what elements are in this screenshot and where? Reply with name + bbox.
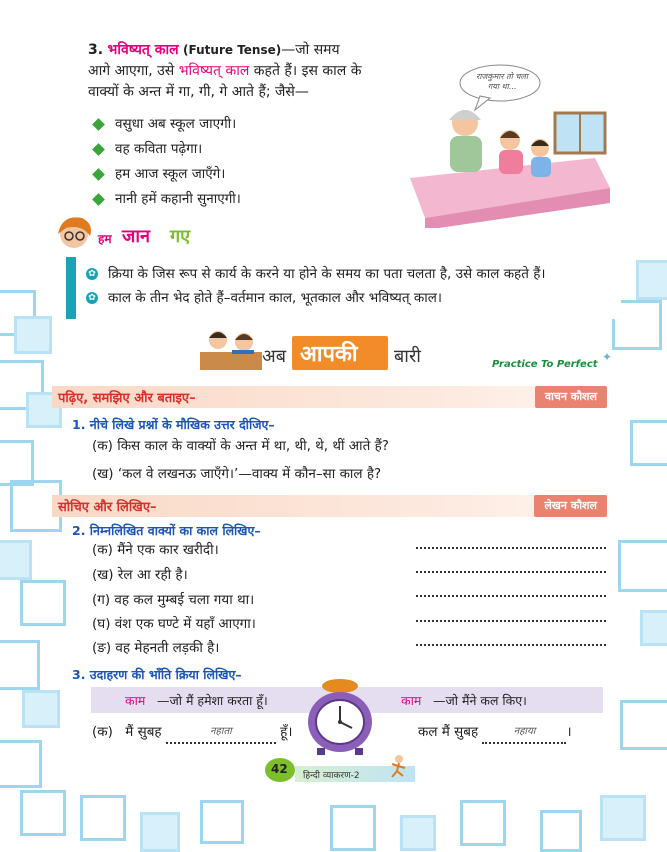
right-text: —जो मैंने कल किए। [433, 693, 527, 708]
row-right-end: । [566, 724, 572, 740]
bg-square [0, 740, 42, 788]
girl-thinking-icon [52, 212, 98, 258]
question-2-item: (घ) वंश एक घण्टे में यहाँ आएगा। [92, 616, 256, 632]
row-right-blank[interactable] [482, 720, 566, 744]
bg-square [330, 805, 376, 851]
example-sentence: वसुधा अब स्कूल जाएगी। [115, 116, 237, 132]
row-right-fill: नहाया [513, 726, 536, 737]
list-item [88, 112, 408, 137]
heading-rest: —जो समय [281, 42, 340, 58]
answer-blank[interactable] [416, 570, 606, 573]
left-key: काम [125, 693, 146, 708]
knowledge-text: काल के तीन भेद होते हैं–वर्तमान काल, भूतकाल और भविष्यत् काल। [108, 290, 442, 306]
example-sentence: नानी हमें कहानी सुनाएगी। [115, 191, 241, 207]
we-knew-label-hum: हम [98, 232, 112, 246]
bg-square [0, 540, 32, 580]
row-label: (क) [92, 724, 113, 740]
footer [265, 758, 415, 788]
left-text: —जो मैं हमेशा करता हूँ। [157, 693, 268, 708]
question-3-heading: 3. उदाहरण की भाँति क्रिया लिखिए– [72, 667, 242, 682]
your-turn-aapki: आपकी [300, 342, 358, 367]
bg-square [200, 800, 244, 844]
question-1-item: (ख) ‘कल वे लखनऊ जाएँगे।’—वाक्य में कौन–सा काल है? [92, 466, 382, 482]
example-row-right [418, 722, 608, 746]
page-number-badge [265, 758, 295, 782]
page-number: 42 [271, 762, 288, 776]
band-title: पढ़िए, समझिए और बताइए– [58, 391, 196, 406]
we-knew-box [66, 257, 621, 319]
section-band-writing [52, 495, 607, 517]
bg-square [400, 815, 436, 851]
question-2-item: (ख) रेल आ रही है। [92, 567, 188, 583]
sparkle-icon: ✦ [601, 350, 612, 364]
section-future-tense [88, 40, 408, 103]
definition-term: भविष्यत् काल [178, 63, 250, 79]
question-2-item: (क) मैंने एक कार खरीदी। [92, 542, 219, 558]
list-item [88, 187, 408, 212]
diamond-bullet-icon [92, 118, 105, 131]
row-left-text: मैं सुबह [125, 724, 162, 740]
answer-blank[interactable] [416, 594, 606, 597]
bg-square [14, 316, 52, 354]
skill-badge: वाचन कौशल [535, 386, 607, 408]
bg-square [0, 640, 40, 690]
row-left-blank[interactable] [166, 720, 276, 744]
right-key: काम [401, 693, 422, 708]
list-item [88, 137, 408, 162]
storytelling-illustration [405, 58, 615, 228]
knowledge-point [76, 262, 621, 286]
heading-number: 3. [88, 42, 104, 58]
bg-square [640, 610, 667, 646]
your-turn-baari: बारी [394, 346, 421, 367]
we-knew-label-jaan: जान [122, 226, 151, 247]
answer-blank[interactable] [416, 546, 606, 549]
kids-studying-icon [196, 324, 266, 374]
bg-square [20, 790, 66, 836]
practice-to-perfect [492, 352, 612, 370]
definition-text-b: कहते हैं। इस काल के [249, 63, 362, 79]
skill-badge: लेखन कौशल [534, 495, 607, 517]
book-title: हिन्दी व्याकरण-2 [303, 771, 360, 781]
question-1-item: (क) किस काल के वाक्यों के अन्त में था, थी, थे, थीं आते हैं? [92, 438, 389, 454]
bg-square [540, 810, 582, 852]
diamond-bullet-icon [92, 143, 105, 156]
row-left-end: हूँ। [280, 724, 293, 740]
running-child-icon [383, 754, 413, 778]
diamond-bullet-icon [92, 168, 105, 181]
bg-square [620, 700, 667, 750]
flower-bullet-icon: ✿ [86, 268, 98, 280]
example-sentence: वह कविता पढ़ेगा। [115, 141, 203, 157]
example-list [88, 112, 408, 212]
bg-square [460, 800, 506, 846]
your-turn-ab: अब [262, 346, 287, 367]
section-heading-line [88, 40, 408, 61]
answer-blank[interactable] [416, 643, 606, 646]
answer-blank[interactable] [416, 619, 606, 622]
bg-square [600, 795, 646, 841]
bg-square [636, 260, 667, 300]
heading-hindi: भविष्यत् काल [107, 42, 179, 58]
we-knew-header [52, 212, 232, 258]
practice-label: Practice To Perfect [492, 359, 598, 370]
example-sentence: हम आज स्कूल जाएँगे। [115, 166, 226, 182]
diamond-bullet-icon [92, 193, 105, 206]
question-1-heading: 1. नीचे लिखे प्रश्नों के मौखिक उत्तर दीजिए– [72, 417, 275, 432]
your-turn-banner [196, 322, 446, 378]
question-2-heading: 2. निम्नलिखित वाक्यों का काल लिखिए– [72, 523, 261, 538]
band-title: सोचिए और लिखिए– [58, 500, 157, 515]
bg-square [22, 690, 60, 728]
bg-square [140, 812, 180, 852]
we-knew-label-gaye: गए [170, 226, 191, 247]
question-2-item: (ग) वह कल मुम्बई चला गया था। [92, 592, 255, 608]
row-right-text: कल मैं सुबह [418, 724, 479, 740]
bg-square [20, 580, 66, 626]
question-2-item: (ङ) वह मेहनती लड़की है। [92, 640, 220, 656]
definition-line-2 [88, 61, 408, 82]
heading-english: (Future Tense) [183, 43, 282, 57]
your-turn-aapki-box [292, 336, 388, 370]
knowledge-text: क्रिया के जिस रूप से कार्य के करने या होने के समय का पता चलता है, उसे काल कहते हैं। [108, 266, 546, 282]
bg-square [630, 420, 667, 466]
row-left-fill: नहाता [210, 726, 232, 737]
section-band-reading [52, 386, 607, 408]
speech-bubble-text: राजकुमार तो चला गया था... [476, 72, 528, 91]
definition-line-3: वाक्यों के अन्त में गा, गी, गे आते हैं; जैसे— [88, 84, 309, 100]
list-item [88, 162, 408, 187]
knowledge-point [76, 286, 621, 310]
definition-text-a: आगे आएगा, उसे [88, 63, 179, 79]
flower-bullet-icon: ✿ [86, 292, 98, 304]
bg-square [618, 540, 667, 592]
bg-square [80, 795, 126, 841]
